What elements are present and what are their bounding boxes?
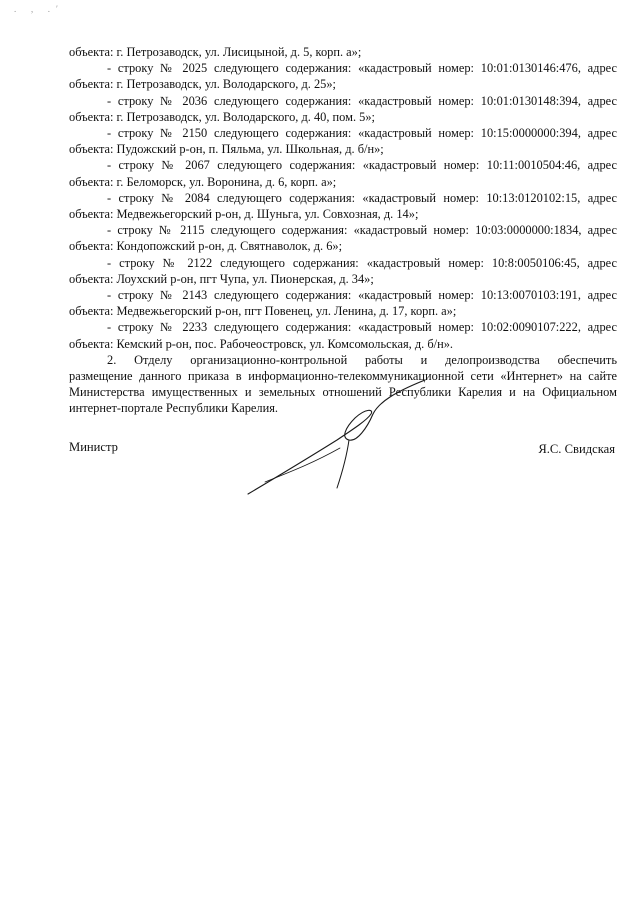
text-line-address-2150: объекта: Пудожский р-он, п. Пяльма, ул. Школьная, д. б/н»; bbox=[69, 142, 384, 157]
paragraph-2-line-4: интернет-портале Республики Карелия. bbox=[69, 401, 279, 416]
text-line-row-2122: - строку № 2122 следующего содержания: «кадастровый номер: 10:8:0050106:45, адрес bbox=[107, 255, 617, 270]
text-line-row-2115: - строку № 2115 следующего содержания: «кадастровый номер: 10:03:0000000:1834, адрес bbox=[107, 223, 617, 238]
text-line-address-2036: объекта: г. Петрозаводск, ул. Володарского, д. 40, пом. 5»; bbox=[69, 109, 375, 124]
text-line-row-2067: - строку № 2067 следующего содержания: «кадастровый номер: 10:11:0010504:46, адрес bbox=[107, 158, 617, 173]
text-line-address-2143: объекта: Медвежьегорский р-он, пгт Повенец, ул. Ленина, д. 17, корп. а»; bbox=[69, 304, 457, 319]
document-body bbox=[69, 44, 617, 417]
text-line-row-2233: - строку № 2233 следующего содержания: «кадастровый номер: 10:02:0090107:222, адрес bbox=[107, 320, 617, 335]
text-line-row-2143: - строку № 2143 следующего содержания: «кадастровый номер: 10:13:0070103:191, адрес bbox=[107, 288, 617, 303]
text-line-address-2025: объекта: г. Петрозаводск, ул. Володарского, д. 25»; bbox=[69, 77, 336, 92]
paragraph-2-line-3: Министерства имущественных и земельных отношений Республики Карелия и на Официальном bbox=[69, 385, 617, 400]
text-line-address-continuation: объекта: г. Петрозаводск, ул. Лисицыной, д. 5, корп. а»; bbox=[69, 45, 362, 59]
text-line-row-2036: - строку № 2036 следующего содержания: «кадастровый номер: 10:01:0130148:394, адрес bbox=[107, 93, 617, 108]
text-line-row-2150: - строку № 2150 следующего содержания: «кадастровый номер: 10:15:0000000:394, адрес bbox=[107, 126, 617, 141]
text-line-row-2025: - строку № 2025 следующего содержания: «кадастровый номер: 10:01:0130146:476, адрес bbox=[107, 61, 617, 76]
text-line-address-2233: объекта: Кемский р-он, пос. Рабочеостровск, ул. Комсомольская, д. б/н». bbox=[69, 336, 454, 351]
paragraph-2-line-2: размещение данного приказа в информационно-телекоммуникационной сети «Интернет» на сайте bbox=[69, 369, 617, 384]
signer-position: Министр bbox=[69, 440, 118, 454]
text-line-address-2084: объекта: Медвежьегорский р-он, д. Шуньга, ул. Совхозная, д. 14»; bbox=[69, 207, 419, 222]
signature-block bbox=[69, 440, 617, 500]
text-line-address-2122: объекта: Лоухский р-он, пгт Чупа, ул. Пионерская, д. 34»; bbox=[69, 271, 374, 286]
scan-corner-marks: . ‚ .′ bbox=[14, 4, 64, 14]
text-line-address-2115: объекта: Кондопожский р-он, д. Святнаволок, д. 6»; bbox=[69, 239, 343, 254]
paragraph-2-line-1: 2. Отделу организационно-контрольной работы и делопроизводства обеспечить bbox=[107, 352, 617, 367]
text-line-row-2084: - строку № 2084 следующего содержания: «кадастровый номер: 10:13:0120102:15, адрес bbox=[107, 190, 617, 205]
signer-name: Я.С. Свидская bbox=[538, 442, 615, 456]
text-line-address-2067: объекта: г. Беломорск, ул. Воронина, д. 6, корп. а»; bbox=[69, 174, 337, 189]
